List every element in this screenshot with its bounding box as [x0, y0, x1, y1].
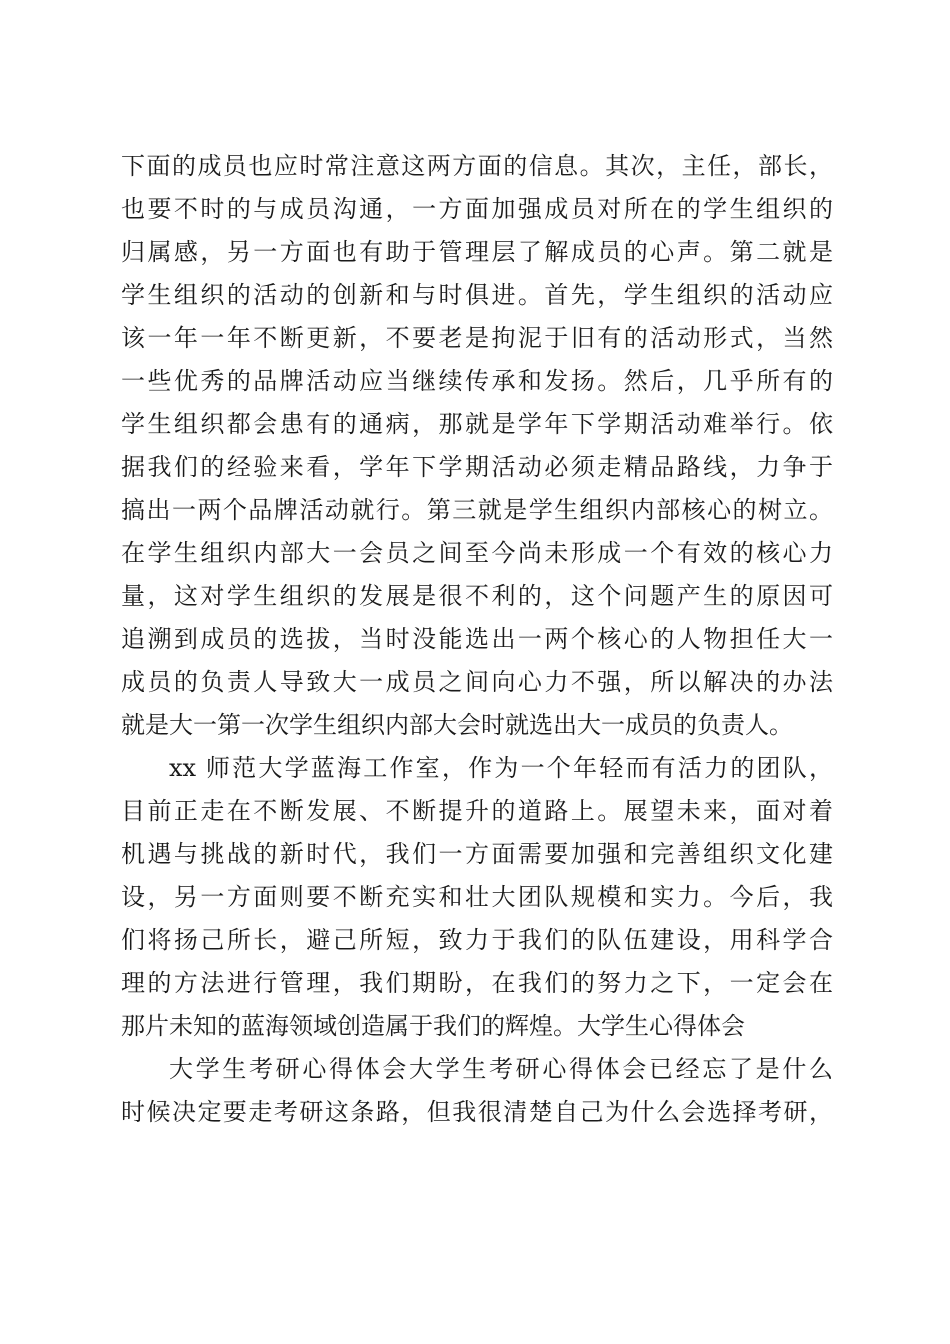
text-line: 学生组织都会患有的通病，那就是学年下学期活动难举行。依	[121, 410, 833, 438]
text-line: 设，另一方面则要不断充实和壮大团队规模和实力。今后，我	[121, 883, 833, 911]
text-line: 学生组织的活动的创新和与时俱进。首先，学生组织的活动应	[121, 281, 833, 309]
text-line: 该一年一年不断更新，不要老是拘泥于旧有的活动形式，当然	[121, 324, 833, 352]
text-line: 目前正走在不断发展、不断提升的道路上。展望未来，面对着	[121, 797, 833, 825]
text-line: 们将扬己所长，避己所短，致力于我们的队伍建设，用科学合	[121, 926, 833, 954]
text-line: 大学生考研心得体会大学生考研心得体会已经忘了是什么	[169, 1055, 833, 1083]
paragraph-3	[121, 1048, 833, 1134]
paragraph-1	[121, 145, 833, 747]
text-line: 追溯到成员的选拔，当时没能选出一两个核心的人物担任大一	[121, 625, 833, 653]
text-line: 理的方法进行管理，我们期盼，在我们的努力之下，一定会在	[121, 969, 833, 997]
text-line: 机遇与挑战的新时代，我们一方面需要加强和完善组织文化建	[121, 840, 833, 868]
text-line: 也要不时的与成员沟通，一方面加强成员对所在的学生组织的	[121, 195, 833, 223]
text-line: 一些优秀的品牌活动应当继续传承和发扬。然后，几乎所有的	[121, 367, 833, 395]
text-line: xx 师范大学蓝海工作室，作为一个年轻而有活力的团队，	[169, 754, 833, 782]
text-line: 搞出一两个品牌活动就行。第三就是学生组织内部核心的树立。	[121, 496, 833, 524]
text-line: 时候决定要走考研这条路，但我很清楚自己为什么会选择考研，	[121, 1098, 833, 1126]
paragraph-2	[121, 747, 833, 1048]
text-line: 成员的负责人导致大一成员之间向心力不强，所以解决的办法	[121, 668, 833, 696]
text-line: 下面的成员也应时常注意这两方面的信息。其次，主任，部长，	[121, 152, 833, 180]
text-line: 那片未知的蓝海领域创造属于我们的辉煌。大学生心得体会	[121, 1012, 745, 1040]
text-line: 就是大一第一次学生组织内部大会时就选出大一成员的负责人。	[121, 711, 793, 739]
document-body	[121, 145, 833, 1134]
text-line: 归属感，另一方面也有助于管理层了解成员的心声。第二就是	[121, 238, 833, 266]
text-line: 在学生组织内部大一会员之间至今尚未形成一个有效的核心力	[121, 539, 833, 567]
text-line: 据我们的经验来看，学年下学期活动必须走精品路线，力争于	[121, 453, 833, 481]
text-line: 量，这对学生组织的发展是很不利的，这个问题产生的原因可	[121, 582, 833, 610]
